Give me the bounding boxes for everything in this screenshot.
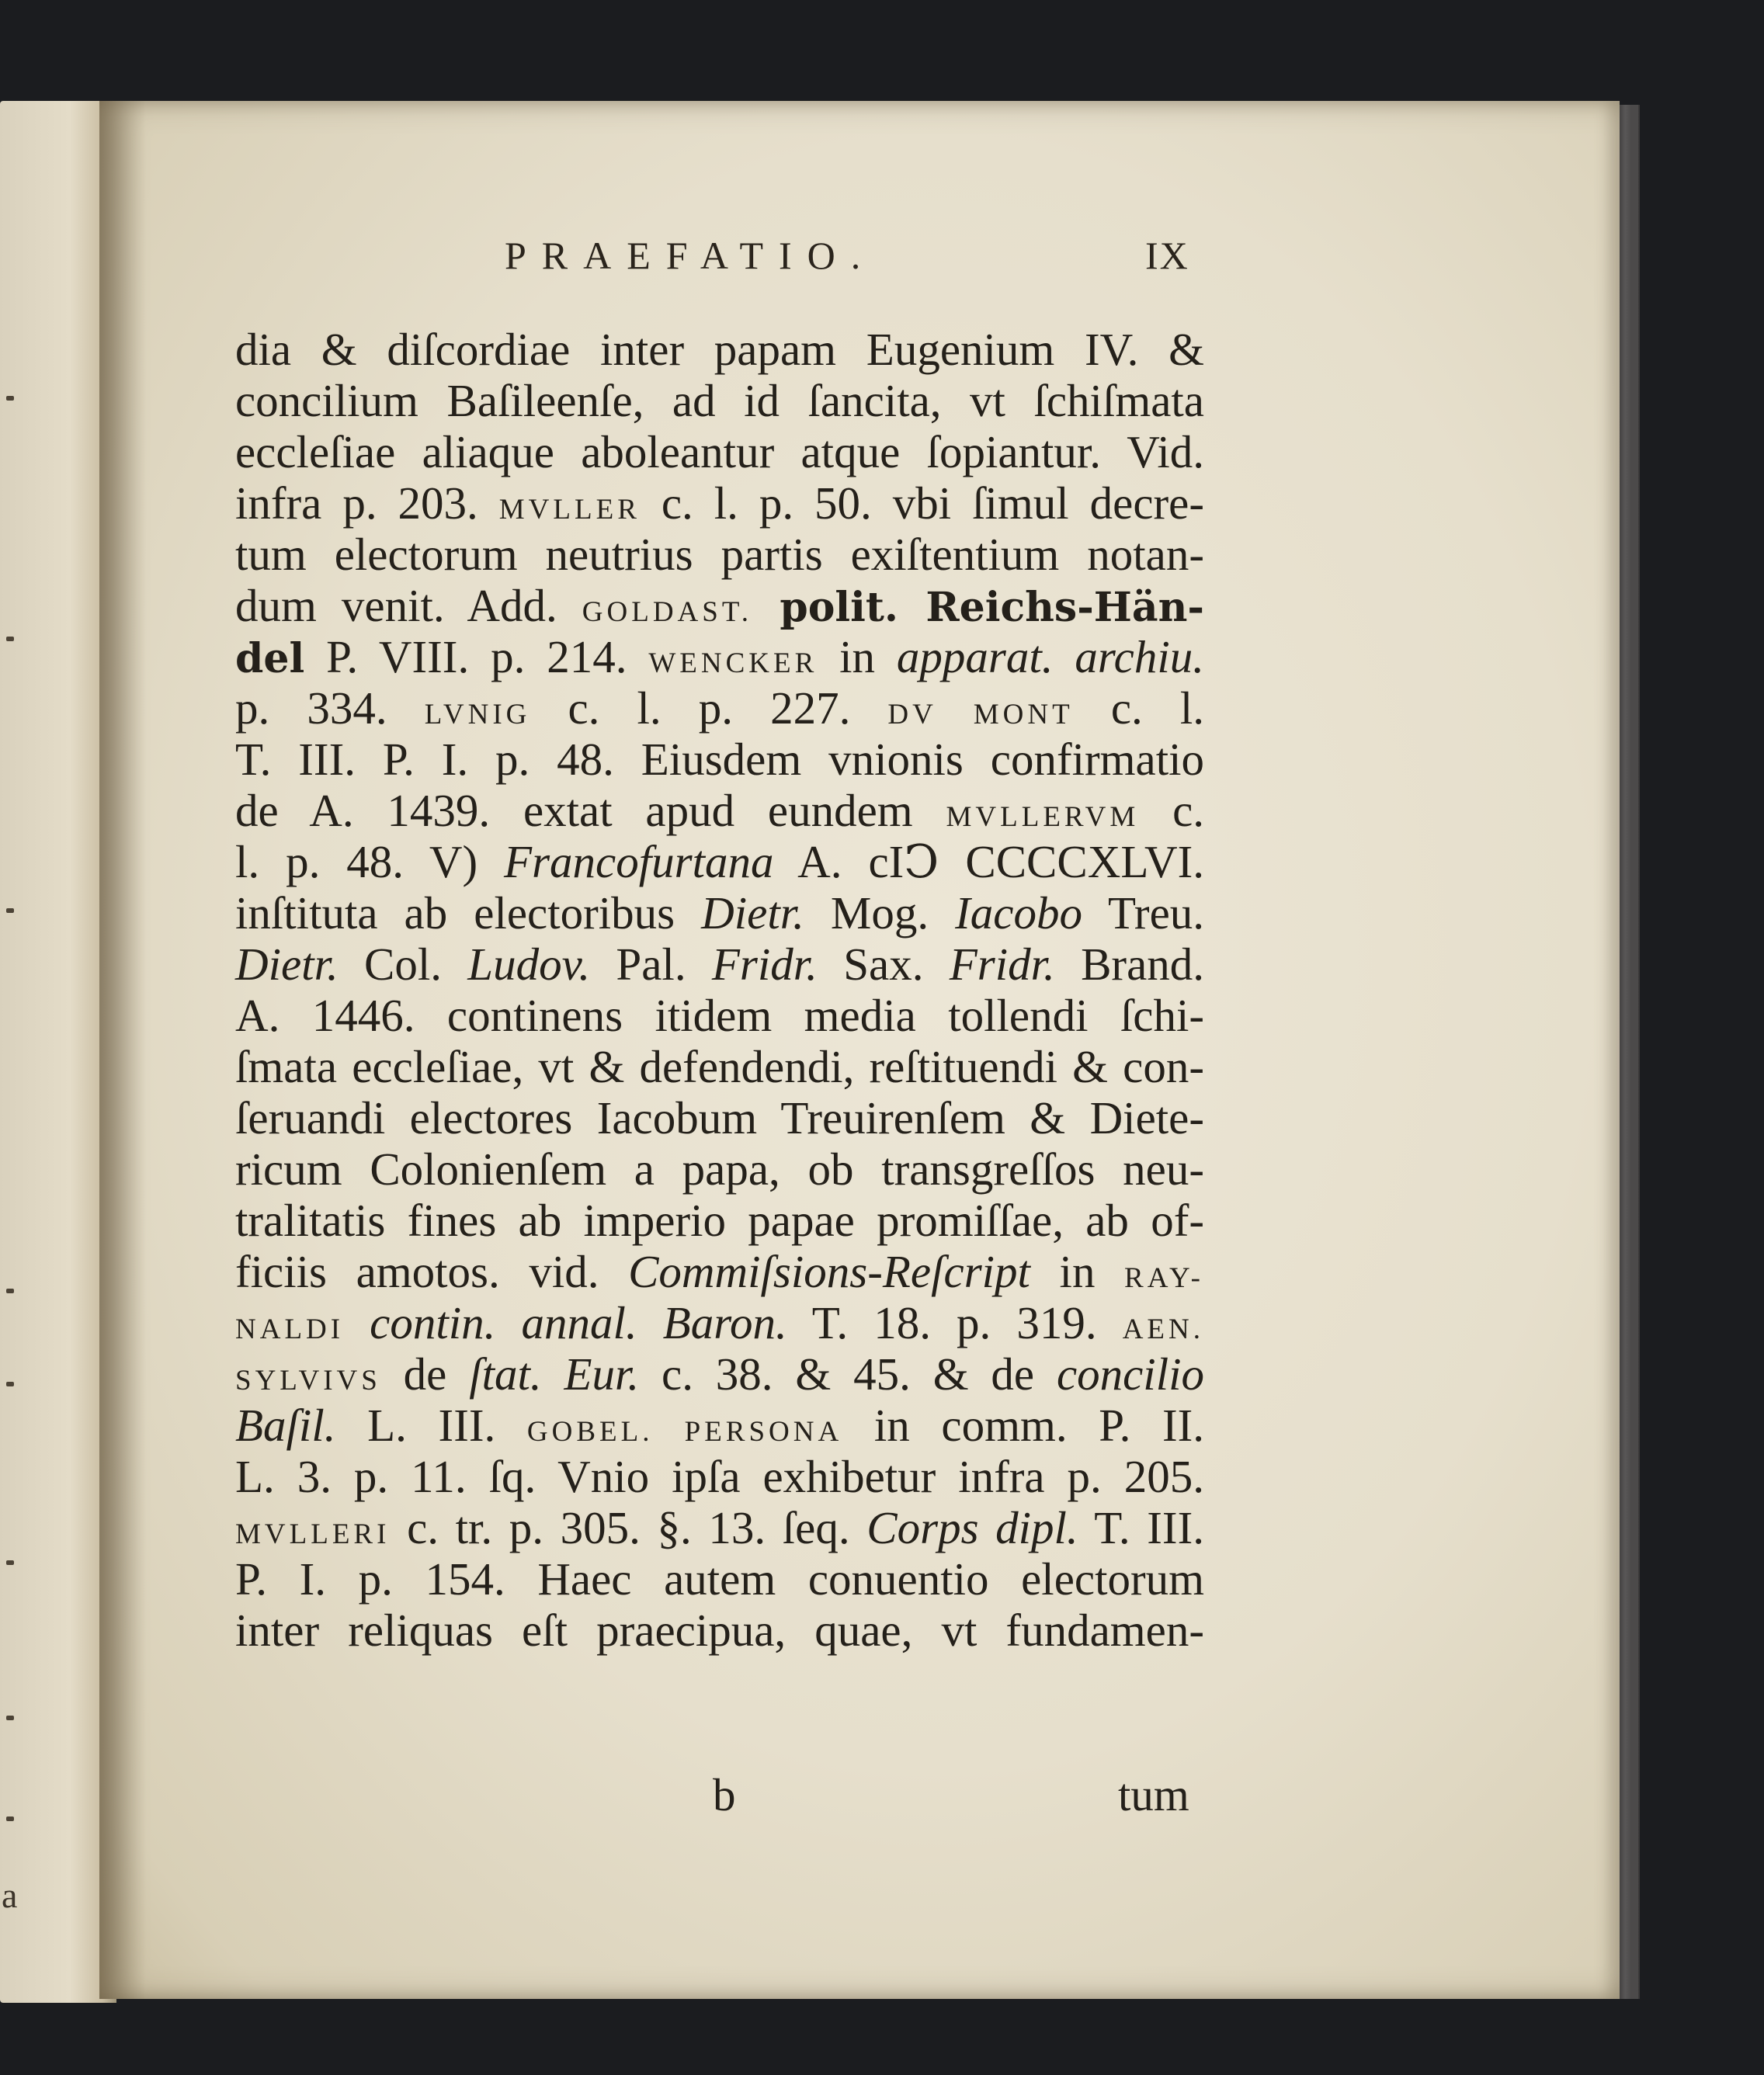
text-run: dia & diſcordiae inter papam Eugenium IV. & — [235, 324, 1204, 375]
text-run: MVLLERVM — [946, 801, 1140, 833]
facing-page-mark — [6, 1560, 14, 1565]
text-run: de A. 1439. extat apud eundem — [235, 785, 946, 836]
text-line — [235, 785, 1204, 836]
text-run: Baſil. — [235, 1400, 336, 1451]
text-run: contin. annal. Baron. — [370, 1297, 787, 1348]
text-run: ſtat. Eur. — [469, 1348, 640, 1400]
text-run: ſeruandi electores Iacobum Treuirenſem & Diete- — [235, 1092, 1204, 1143]
text-run: tralitatis fines ab imperio papae promiſſae, ab of- — [235, 1195, 1204, 1246]
text-line — [235, 887, 1204, 939]
text-run: AEN. — [1122, 1313, 1204, 1345]
text-run: A. 1446. continens itidem media tollendi ſchi- — [235, 990, 1204, 1041]
facing-page-mark — [6, 1716, 14, 1720]
text-run: de — [380, 1348, 470, 1400]
text-run: T. III. P. I. p. 48. Eiusdem vnionis confirmatio — [235, 734, 1204, 785]
text-line — [235, 1092, 1204, 1143]
text-run: LVNIG — [424, 699, 531, 730]
book-cover-edge-inner — [1630, 105, 1638, 1999]
text-run: T. III. — [1078, 1502, 1204, 1553]
text-run: Treu. — [1082, 887, 1205, 939]
text-line — [235, 529, 1204, 580]
text-run: L. III. — [335, 1400, 527, 1451]
text-run: inſtituta ab electoribus — [235, 887, 702, 939]
text-run: c. — [1139, 785, 1205, 836]
text-line — [235, 1195, 1204, 1246]
facing-page-mark — [6, 1289, 14, 1293]
text-run: A. cIↃ CCCCXLVI. — [773, 836, 1204, 887]
text-line — [235, 324, 1204, 375]
text-run: l. p. 48. V) — [235, 836, 505, 887]
text-run: ſmata eccleſiae, vt & defendendi, reſtituendi & con- — [235, 1041, 1204, 1092]
text-run: dum venit. Add. — [235, 580, 582, 631]
text-run: c. tr. p. 305. §. 13. ſeq. — [390, 1502, 867, 1553]
page-number: IX — [1145, 234, 1189, 277]
text-line — [235, 1451, 1204, 1502]
text-line — [235, 580, 1204, 631]
text-run: del — [235, 635, 305, 682]
text-line — [235, 426, 1204, 477]
text-run: L. 3. p. 11. ſq. Vnio ipſa exhibetur infra p. 205. — [235, 1451, 1204, 1502]
facing-page-mark — [6, 1816, 14, 1821]
text-line — [235, 1605, 1204, 1656]
text-line — [235, 1041, 1204, 1092]
text-run: c. l. — [1073, 682, 1204, 734]
text-run: tum electorum neutrius partis exiſtentium notan- — [235, 529, 1204, 580]
catchword: tum — [1118, 1769, 1189, 1820]
text-run: polit. Reichs-Hän- — [752, 584, 1204, 631]
text-line — [235, 734, 1204, 785]
text-run: MVLLER — [498, 494, 641, 526]
text-run: MVLLERI — [235, 1518, 391, 1550]
text-run: eccleſiae aliaque aboleantur atque ſopiantur. Vid. — [235, 426, 1204, 477]
text-run: Col. — [338, 939, 468, 990]
facing-page-mark — [6, 396, 14, 401]
text-run — [344, 1297, 370, 1348]
text-run: in — [818, 631, 897, 682]
text-line — [235, 836, 1204, 887]
text-line — [235, 1143, 1204, 1195]
text-run: concilium Baſileenſe, ad id ſancita, vt ſchiſmata — [235, 375, 1204, 426]
text-run: inter reliquas eſt praecipua, quae, vt fundamen- — [235, 1605, 1204, 1656]
text-run: Mog. — [804, 887, 956, 939]
text-run: SYLVIVS — [235, 1365, 381, 1397]
text-run: c. 38. & 45. & de — [639, 1348, 1057, 1400]
text-line — [235, 1348, 1204, 1400]
text-run: Dietr. — [701, 887, 804, 939]
text-run: DV MONT — [887, 699, 1074, 730]
signature-mark: b — [713, 1769, 736, 1820]
text-run: Fridr. — [949, 939, 1055, 990]
text-run: Corps dipl. — [866, 1502, 1078, 1553]
text-run: ricum Colonienſem a papa, ob transgreſſos neu- — [235, 1143, 1204, 1195]
text-run: c. l. p. 227. — [530, 682, 888, 734]
text-run: Sax. — [817, 939, 950, 990]
text-run: Iacobo — [955, 887, 1082, 939]
text-run: Dietr. — [235, 939, 339, 990]
text-run: apparat. archiu. — [896, 631, 1204, 682]
text-run: in — [1030, 1246, 1125, 1297]
text-line — [235, 477, 1204, 529]
text-line — [235, 990, 1204, 1041]
facing-page-letter: a — [2, 1875, 18, 1915]
text-line — [235, 1502, 1204, 1553]
running-title: PRAEFATIO. — [505, 234, 877, 277]
text-run: concilio — [1056, 1348, 1204, 1400]
text-run: GOBEL. PERSONA — [526, 1416, 843, 1448]
text-run: infra p. 203. — [235, 477, 499, 529]
text-line — [235, 682, 1204, 734]
text-run: P. I. p. 154. Haec autem conuentio electorum — [235, 1553, 1204, 1605]
text-run: Pal. — [590, 939, 712, 990]
text-line — [235, 375, 1204, 426]
text-line — [235, 1400, 1204, 1451]
text-line — [235, 1297, 1204, 1348]
text-run: Ludov. — [467, 939, 591, 990]
facing-page-mark — [6, 908, 14, 913]
text-line — [235, 631, 1204, 682]
text-line — [235, 1553, 1204, 1605]
text-run: P. VIII. p. 214. — [304, 631, 649, 682]
text-run: Fridr. — [711, 939, 818, 990]
text-run: p. 334. — [235, 682, 425, 734]
text-run: RAY- — [1124, 1262, 1204, 1294]
text-line — [235, 1246, 1204, 1297]
text-run: WENCKER — [648, 647, 818, 679]
text-line — [235, 939, 1204, 990]
text-run: GOLDAST. — [582, 596, 752, 628]
text-run: Commiſsions-Reſcript — [628, 1246, 1030, 1297]
text-run: c. l. p. 50. vbi ſimul decre- — [640, 477, 1204, 529]
text-run: ficiis amotos. vid. — [235, 1246, 629, 1297]
gutter-shadow — [99, 101, 146, 1999]
text-run: T. 18. p. 319. — [787, 1297, 1123, 1348]
text-run: Francofurtana — [504, 836, 774, 887]
facing-page-mark — [6, 637, 14, 641]
text-run: in comm. P. II. — [842, 1400, 1205, 1451]
text-run: NALDI — [235, 1313, 345, 1345]
facing-page-mark — [6, 1382, 14, 1386]
text-run: Brand. — [1054, 939, 1205, 990]
